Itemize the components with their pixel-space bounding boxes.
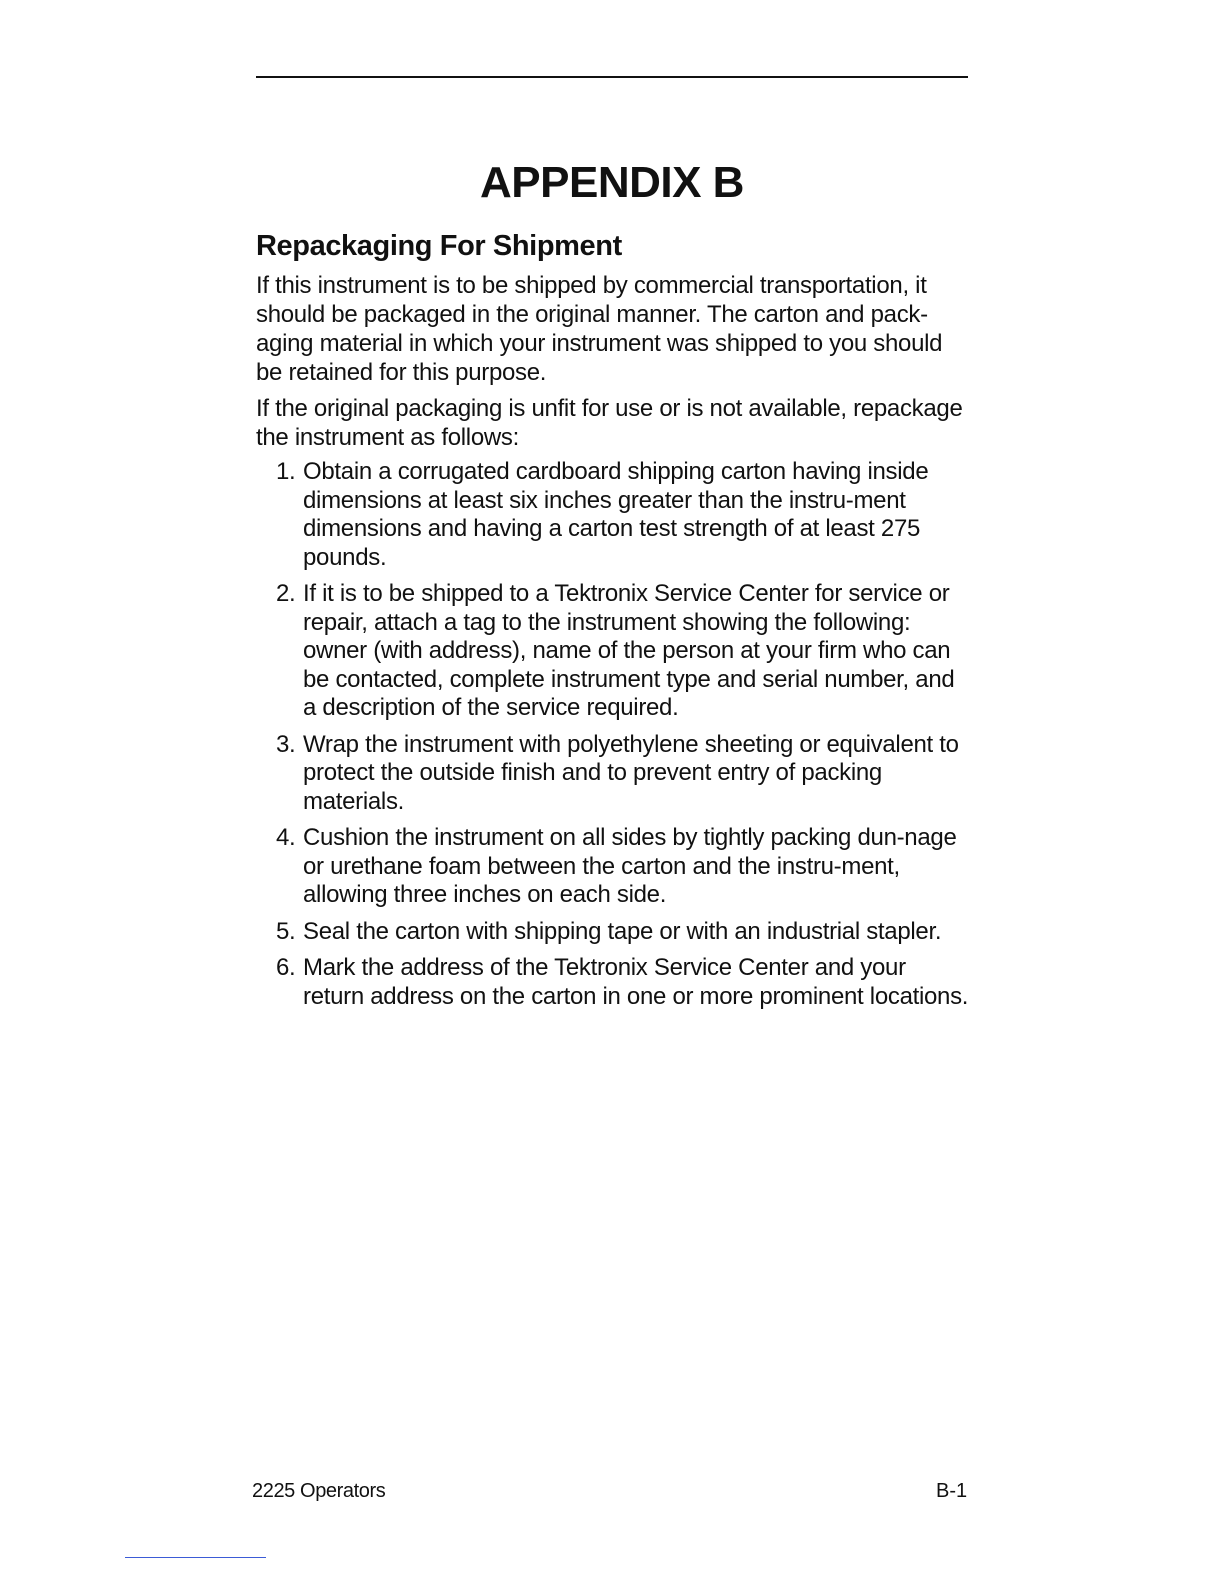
step-text: Seal the carton with shipping tape or with an industrial stapler. — [303, 917, 942, 945]
repackage-paragraph: If the original packaging is unfit for use or is not available, repackage the instrument as follows: — [256, 395, 963, 451]
step-number: 1. — [276, 458, 296, 485]
bottom-mark — [125, 1557, 266, 1558]
step-number: 5. — [276, 917, 296, 945]
step-item — [256, 731, 972, 817]
step-item — [256, 580, 972, 723]
section-heading: Repackaging For Shipment — [256, 230, 622, 262]
step-text: Cushion the instrument on all sides by tightly packing dun-nage or urethane foam between the carton and the instru-ment, allowing three inches on each side. — [303, 824, 957, 908]
step-text: Wrap the instrument with polyethylene sheeting or equivalent to protect the outside finish and to prevent entry of packing materials. — [303, 730, 959, 815]
footer-page-number: B-1 — [936, 1480, 968, 1502]
step-number: 2. — [276, 580, 296, 607]
step-number: 6. — [276, 954, 296, 981]
steps-list — [256, 458, 972, 1019]
step-item — [256, 458, 972, 572]
top-rule — [256, 76, 968, 78]
appendix-title: APPENDIX B — [480, 158, 744, 207]
step-number: 4. — [276, 824, 296, 851]
intro-paragraph: If this instrument is to be shipped by commercial transportation, it should be packaged in the original manner. The carton and pack-aging material in which your instrument was shipped to you should be retained for this purpose. — [256, 272, 943, 386]
step-item — [256, 954, 972, 1011]
step-item — [256, 824, 972, 910]
step-text: If it is to be shipped to a Tektronix Service Center for service or repair, attach a tag to the instrument showing the following: owner (with address), name of the person at your firm who can be contacted, complete instrument type and serial number, and a description of the service required. — [303, 580, 955, 721]
step-number: 3. — [276, 730, 296, 758]
step-item — [256, 918, 972, 947]
step-text: Mark the address of the Tektronix Service Center and your return address on the carton in one or more prominent locations. — [303, 954, 969, 1010]
step-text: Obtain a corrugated cardboard shipping carton having inside dimensions at least six inches greater than the instru-ment dimensions and having a carton test strength of at least 275 pounds. — [303, 458, 929, 571]
footer-manual-name: 2225 Operators — [252, 1480, 386, 1502]
